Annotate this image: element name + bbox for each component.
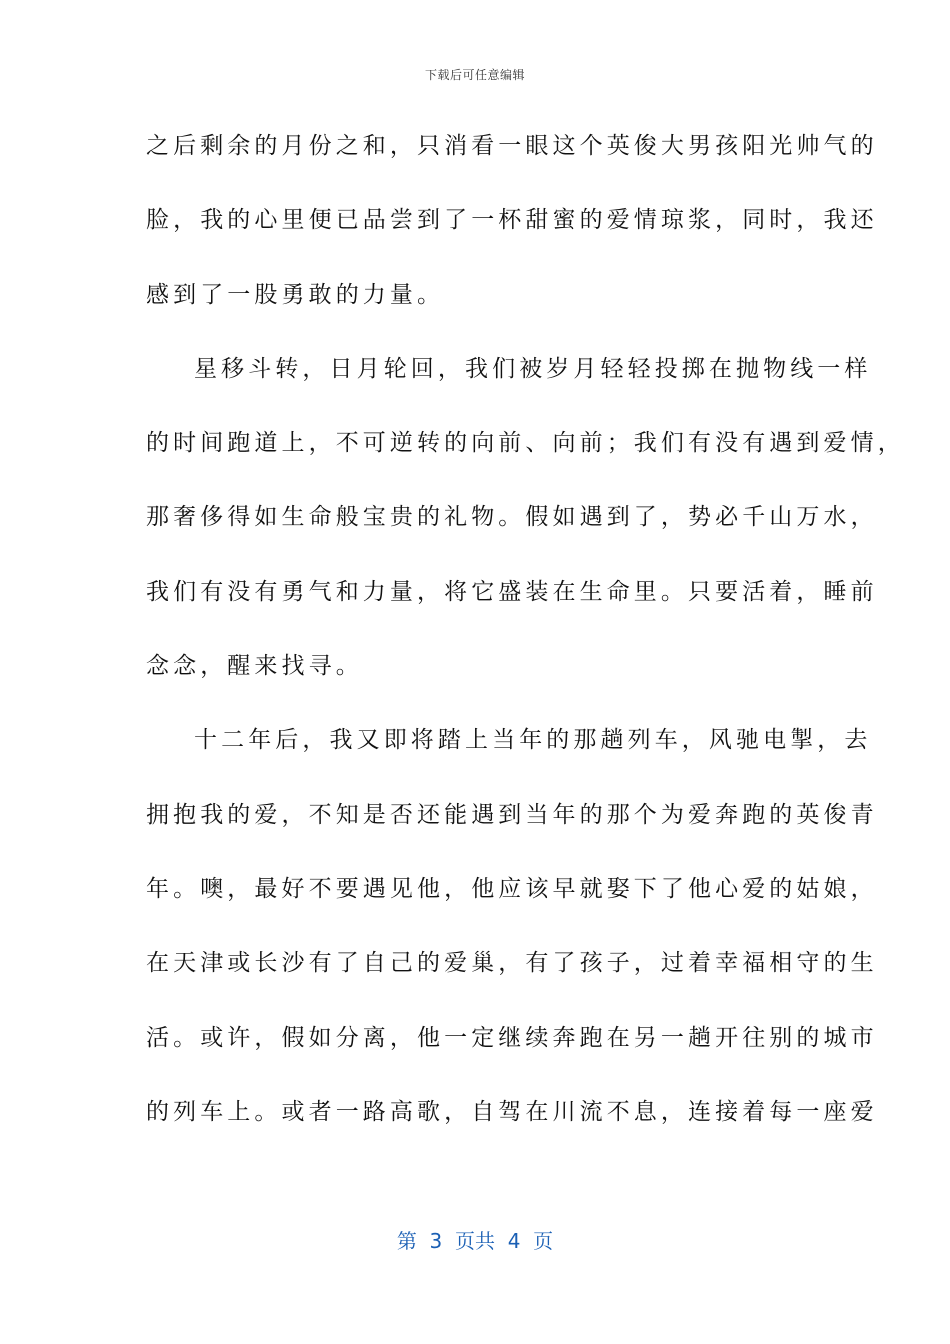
page-header-note: 下载后可任意编辑 (424, 68, 525, 82)
text-line: 感到了一股勇敢的力量。 (146, 281, 445, 308)
text-line: 在天津或长沙有了自己的爱巢，有了孩子，过着幸福相守的生 (146, 950, 878, 977)
page-number-footer: 第 3 页共 4 页 (396, 1229, 554, 1253)
text-line: 活。或许，假如分离，他一定继续奔跑在另一趟开往别的城市 (146, 1024, 878, 1051)
text-line: 脸，我的心里便已品尝到了一杯甜蜜的爱情琼浆，同时，我还 (146, 207, 878, 234)
text-line: 之后剩余的月份之和，只消看一眼这个英俊大男孩阳光帅气的 (146, 133, 878, 159)
text-line: 那奢侈得如生命般宝贵的礼物。假如遇到了，势必千山万水， (146, 504, 878, 531)
text-line: 的列车上。或者一路高歌，自驾在川流不息，连接着每一座爱 (146, 1098, 878, 1125)
paragraph-first-line: 星移斗转，日月轮回，我们被岁月轻轻投掷在抛物线一样 (194, 355, 872, 382)
paragraph-first-line: 十二年后，我又即将踏上当年的那趟列车，风驰电掣，去 (194, 727, 872, 754)
text-line: 年。噢，最好不要遇见他，他应该早就娶下了他心爱的姑娘， (146, 875, 878, 902)
document-body (146, 125, 905, 1165)
text-line: 我们有没有勇气和力量，将它盛装在生命里。只要活着，睡前 (146, 578, 878, 605)
text-line: 念念，醒来找寻。 (146, 653, 363, 680)
text-line: 拥抱我的爱，不知是否还能遇到当年的那个为爱奔跑的英俊青 (146, 801, 878, 828)
text-line: 的时间跑道上，不可逆转的向前、向前；我们有没有遇到爱情， (146, 430, 905, 457)
